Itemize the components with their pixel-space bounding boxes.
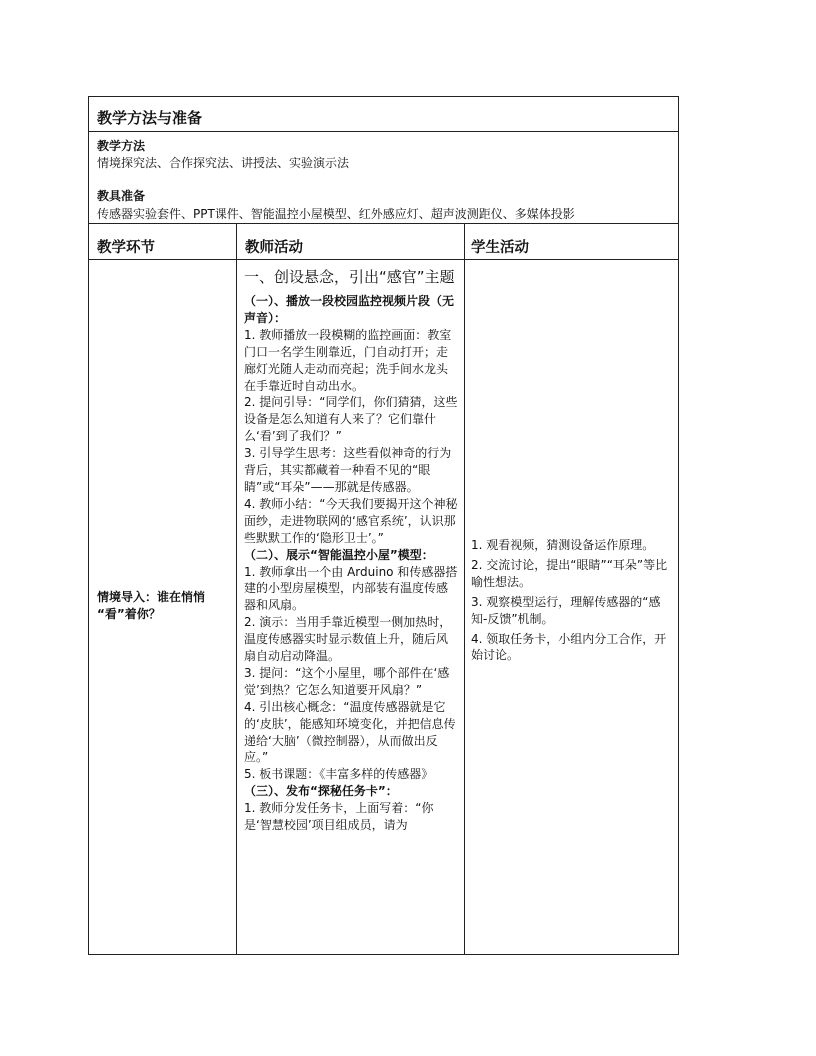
section-title: 教学方法与准备 (97, 109, 203, 127)
teacher-step: 1. 教师拿出一个由 Arduino 和传感器搭建的小型房屋模型，内部装有温度传感器和风扇。 (244, 564, 458, 613)
teacher-activity-cell (244, 267, 458, 834)
methods-label: 教学方法 (97, 139, 146, 153)
header-teacher: 教师活动 (245, 240, 303, 256)
teacher-step: 1. 教师播放一段模糊的监控画面：教室门口一名学生刚靠近，门自动打开；走廊灯光随人走动而亮起；洗手间水龙头在手靠近时自动出水。 (244, 327, 452, 393)
header-student: 学生活动 (471, 240, 529, 256)
phase-cell (97, 589, 237, 623)
phase-line: 情境导入：谁在悄悄 (97, 590, 206, 604)
prep-label: 教具准备 (97, 189, 146, 203)
methods-text: 情境探究法、合作探究法、讲授法、实验演示法 (97, 156, 350, 170)
teacher-step: 4. 引出核心概念：“温度传感器就是它的‘皮肤’，能感知环境变化，并把信息传递给‘大脑’（微控制器），从而做出反应。” (244, 699, 456, 765)
student-activity-cell (471, 537, 671, 667)
subsection-heading: （一）、播放一段校园监控视频片段（无声音）： (244, 294, 455, 325)
teacher-step: 5. 板书课题：《丰富多样的传感器》 (244, 767, 434, 782)
teacher-step: 3. 提问：“这个小屋里，哪个部件在‘感觉’到热？它怎么知道要开风扇？” (244, 665, 450, 697)
teacher-step: 3. 引导学生思考：这些看似神奇的行为背后，其实都藏着一种看不见的“眼睛”或“耳朵”——那就是传感器。 (244, 446, 452, 494)
divider (89, 223, 678, 224)
student-step: 3. 观察模型运行，理解传感器的“感知-反馈”机制。 (471, 594, 661, 626)
divider (89, 131, 678, 132)
header-phase: 教学环节 (97, 240, 155, 256)
lesson-plan-table (88, 96, 679, 955)
section-heading: 一、创设悬念，引出“感官”主题 (244, 268, 455, 286)
subsection-heading: （三）、发布“探秘任务卡”： (244, 784, 398, 799)
teacher-step: 1. 教师分发任务卡，上面写着：“你是‘智慧校园’项目组成员，请为 (244, 801, 434, 833)
column-divider (464, 223, 465, 954)
teacher-step: 4. 教师小结：“今天我们要揭开这个神秘面纱，走进物联网的‘感官系统’，认识那些默默工作的‘隐形卫士’。” (244, 496, 458, 545)
student-step: 2. 交流讨论，提出“眼睛”“耳朵”等比喻性想法。 (471, 557, 668, 589)
teacher-step: 2. 提问引导：“同学们，你们猜猜，这些设备是怎么知道有人来了？它们靠什么‘看’到了我们？” (244, 395, 458, 444)
prep-text: 传感器实验套件、PPT课件、智能温控小屋模型、红外感应灯、超声波测距仪、多媒体投影 (97, 207, 575, 221)
teacher-step: 2. 演示：当用手靠近模型一侧加热时，温度传感器实时显示数值上升，随后风扇自动启动降温。 (244, 615, 452, 664)
student-step: 4. 领取任务卡，小组内分工合作，开始讨论。 (471, 631, 667, 663)
subsection-heading: （二）、展示“智能温控小屋”模型： (244, 547, 434, 562)
divider (89, 259, 678, 260)
student-step: 1. 观看视频，猜测设备运作原理。 (471, 538, 655, 552)
phase-line: “看”着你？ (97, 607, 161, 621)
